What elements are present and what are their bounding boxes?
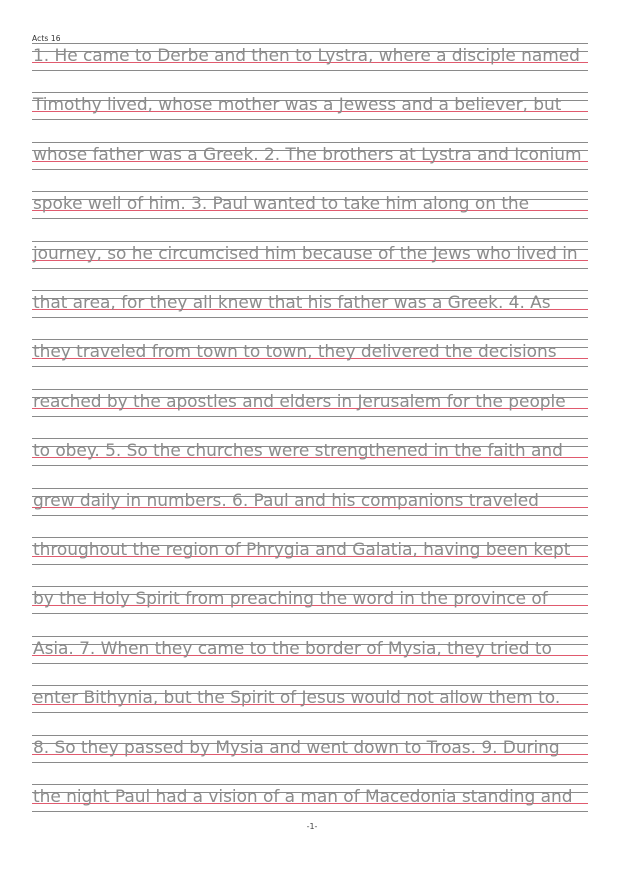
trace-text-line: Timothy lived, whose mother was a Jewess and a believer, but <box>33 95 562 116</box>
trace-text-line: Asia. 7. When they came to the border of Mysia, they tried to <box>33 638 552 659</box>
guide-rule <box>32 70 588 71</box>
page-header: Acts 16 <box>32 34 61 43</box>
page-number: -1- <box>306 822 318 831</box>
guide-rule <box>32 488 588 489</box>
trace-text-line: that area, for they all knew that his father was a Greek. 4. As <box>33 293 551 313</box>
guide-rule <box>32 663 588 664</box>
writing-row <box>32 92 588 141</box>
guide-rule <box>32 465 588 466</box>
guide-rule <box>32 218 588 219</box>
trace-text-line: by the Holy Spirit from preaching the word in the province of <box>33 589 548 610</box>
guide-rule <box>32 241 588 242</box>
guide-rule <box>32 784 588 785</box>
guide-rule <box>32 564 588 565</box>
guide-rule <box>32 762 588 763</box>
writing-row <box>32 636 588 685</box>
guide-rule <box>32 142 588 143</box>
guide-rule <box>32 290 588 291</box>
guide-rule <box>32 317 588 318</box>
guide-rule <box>32 169 588 170</box>
writing-row <box>32 735 588 784</box>
guide-rule <box>32 92 588 93</box>
writing-row <box>32 290 588 339</box>
writing-row <box>32 586 588 635</box>
guide-rule <box>32 811 588 812</box>
trace-text-line: 1. He came to Derbe and then to Lystra, where a disciple named <box>33 46 580 66</box>
trace-text-line: the night Paul had a vision of a man of Macedonia standing and <box>33 787 573 807</box>
guide-rule <box>32 438 588 439</box>
trace-text-line: spoke well of him. 3. Paul wanted to take him along on the <box>33 194 530 215</box>
writing-row <box>32 488 588 537</box>
guide-rule <box>32 712 588 713</box>
guide-rule <box>32 43 588 44</box>
guide-rule <box>32 613 588 614</box>
guide-rule <box>32 586 588 587</box>
writing-row <box>32 389 588 438</box>
trace-text-line: journey, so he circumcised him because of the Jews who lived in <box>33 243 578 264</box>
writing-row <box>32 685 588 734</box>
guide-rule <box>32 416 588 417</box>
trace-text-line: to obey. 5. So the churches were strengthened in the faith and <box>33 441 563 462</box>
writing-row <box>32 43 588 92</box>
guide-rule <box>32 389 588 390</box>
guide-rule <box>32 685 588 686</box>
guide-rule <box>32 735 588 736</box>
guide-rule <box>32 339 588 340</box>
writing-row <box>32 241 588 290</box>
guide-rule <box>32 636 588 637</box>
guide-rule <box>32 119 588 120</box>
guide-rule <box>32 366 588 367</box>
trace-text-line: whose father was a Greek. 2. The brothers at Lystra and Iconium <box>33 144 582 165</box>
trace-text-line: 8. So they passed by Mysia and went down to Troas. 9. During <box>33 737 560 758</box>
guide-rule <box>32 268 588 269</box>
trace-text-line: reached by the apostles and elders in Jerusalem for the people <box>33 391 566 412</box>
guide-rule <box>32 191 588 192</box>
trace-text-line: they traveled from town to town, they delivered the decisions <box>33 342 557 363</box>
guide-rule <box>32 537 588 538</box>
trace-text-line: enter Bithynia, but the Spirit of Jesus would not allow them to. <box>33 688 561 709</box>
writing-row <box>32 537 588 586</box>
writing-row <box>32 191 588 240</box>
trace-text-line: throughout the region of Phrygia and Galatia, having been kept <box>33 540 571 560</box>
trace-text-line: grew daily in numbers. 6. Paul and his companions traveled <box>33 490 539 511</box>
writing-row <box>32 438 588 487</box>
guide-rule <box>32 515 588 516</box>
writing-row <box>32 142 588 191</box>
writing-row <box>32 339 588 388</box>
